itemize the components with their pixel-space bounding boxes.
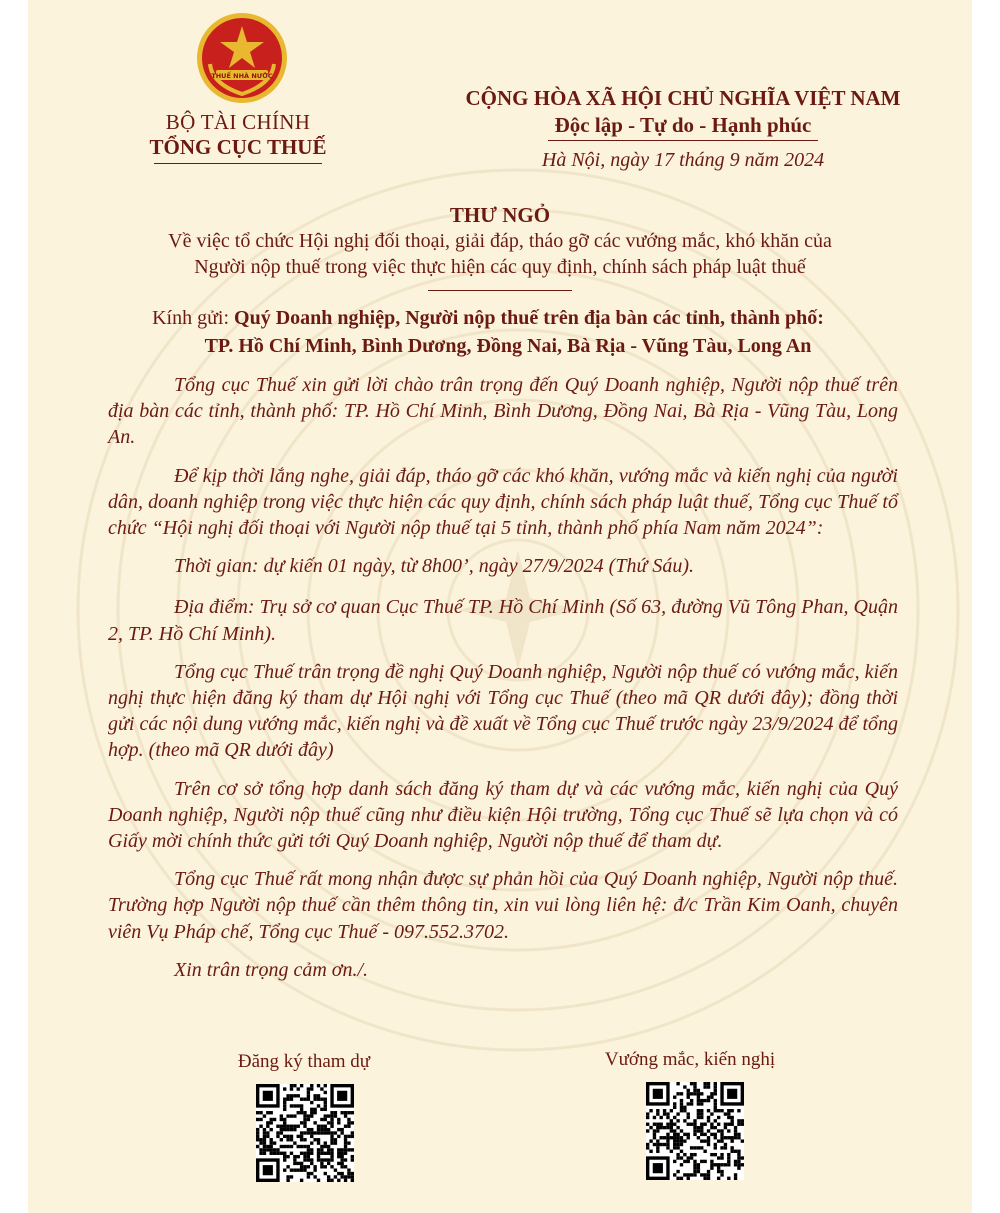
motto-underline — [548, 140, 818, 141]
issuer-block — [98, 110, 378, 164]
qr-label-registration: Đăng ký tham dự — [237, 1051, 371, 1072]
addressee-line-1 — [28, 304, 948, 332]
paragraph-greeting: Tổng cục Thuế xin gửi lời chào trân trọng đến Quý Doanh nghiệp, Người nộp thuế trên địa bàn các tỉnh, thành phố: TP. Hồ Chí Minh, Bình Dương, Đồng Nai, Bà Rịa - Vũng Tàu, Long An. — [108, 374, 898, 449]
qr-label-feedback: Vướng mắc, kiến nghị — [604, 1049, 776, 1070]
addressee-line-2 — [28, 332, 948, 360]
issuer-underline — [154, 163, 322, 164]
addressee-provinces: TP. Hồ Chí Minh, Bình Dương, Đồng Nai, Bà Rịa - Vũng Tàu, Long An — [204, 335, 812, 357]
national-header — [448, 84, 918, 173]
paragraph-contact: Tổng cục Thuế rất mong nhận được sự phản hồi của Quý Doanh nghiệp, Người nộp thuế. Trường hợp Người nộp thuế cần thêm thông tin, xin vui lòng liên hệ: đ/c Trần Kim Oanh, chuyên viên Vụ Pháp chế, Tổng cục Thuế - 097.552.3702. — [108, 868, 898, 943]
national-motto: Độc lập - Tự do - Hạnh phúc — [554, 113, 812, 137]
addressee-prefix: Kính gửi: — [152, 307, 235, 329]
qr-code-feedback[interactable] — [646, 1082, 744, 1180]
emblem-text: THUẾ NHÀ NƯỚC — [211, 72, 273, 80]
republic-title: CỘNG HÒA XÃ HỘI CHỦ NGHĨA VIỆT NAM — [465, 86, 901, 110]
subject-line-2: Người nộp thuế trong việc thực hiện các quy định, chính sách pháp luật thuế — [194, 256, 806, 278]
paragraph-registration: Tổng cục Thuế trân trọng đề nghị Quý Doanh nghiệp, Người nộp thuế có vướng mắc, kiến nghị thực hiện đăng ký tham dự Hội nghị với Tổng cục Thuế (theo mã QR dưới đây); đồng thời gửi các nội dung vướng mắc, kiến nghị và đề xuất về Tổng cục Thuế trước ngày 23/9/2024 để tổng hợp. (theo mã QR dưới đây) — [108, 660, 898, 762]
letter-title-block — [28, 202, 972, 291]
ministry-name: BỘ TÀI CHÍNH — [165, 110, 311, 134]
letter-paper — [28, 0, 972, 1213]
paragraph-thanks: Xin trân trọng cảm ơn./. — [174, 958, 369, 981]
addressee-recipients: Quý Doanh nghiệp, Người nộp thuế trên địa bàn các tỉnh, thành phố: — [234, 307, 824, 329]
subject-underline — [428, 290, 572, 291]
tax-authority-emblem-icon — [196, 12, 288, 104]
addressee-block — [28, 304, 948, 360]
department-name: TỔNG CỤC THUẾ — [149, 135, 327, 159]
paragraph-purpose: Để kịp thời lắng nghe, giải đáp, tháo gỡ các khó khăn, vướng mắc và kiến nghị của người dân, doanh nghiệp trong việc thực hiện các quy định, chính sách pháp luật thuế, Tổng cục Thuế tổ chức “Hội nghị đối thoại với Người nộp thuế tại 5 tỉnh, thành phố phía Nam năm 2024”: — [108, 464, 898, 540]
qr-code-registration[interactable] — [256, 1084, 354, 1182]
paragraph-time: Thời gian: dự kiến 01 ngày, từ 8h00’, ngày 27/9/2024 (Thứ Sáu). — [174, 555, 695, 578]
dateline: Hà Nội, ngày 17 tháng 9 năm 2024 — [541, 149, 825, 171]
paragraph-location: Địa điểm: Trụ sở cơ quan Cục Thuế TP. Hồ Chí Minh (Số 63, đường Vũ Tông Phan, Quận 2, TP. Hồ Chí Minh). — [108, 596, 898, 645]
letter-body — [108, 372, 898, 995]
subject-line-1: Về việc tổ chức Hội nghị đối thoại, giải đáp, tháo gỡ các vướng mắc, khó khăn của — [168, 230, 832, 252]
letter-title: THƯ NGỎ — [449, 203, 551, 227]
paragraph-selection: Trên cơ sở tổng hợp danh sách đăng ký tham dự và các vướng mắc, kiến nghị của Quý Doanh nghiệp, Người nộp thuế cũng như điều kiện Hội trường, Tổng cục Thuế sẽ lựa chọn và có Giấy mời chính thức gửi tới Quý Doanh nghiệp, Người nộp thuế để tham dự. — [108, 777, 898, 853]
